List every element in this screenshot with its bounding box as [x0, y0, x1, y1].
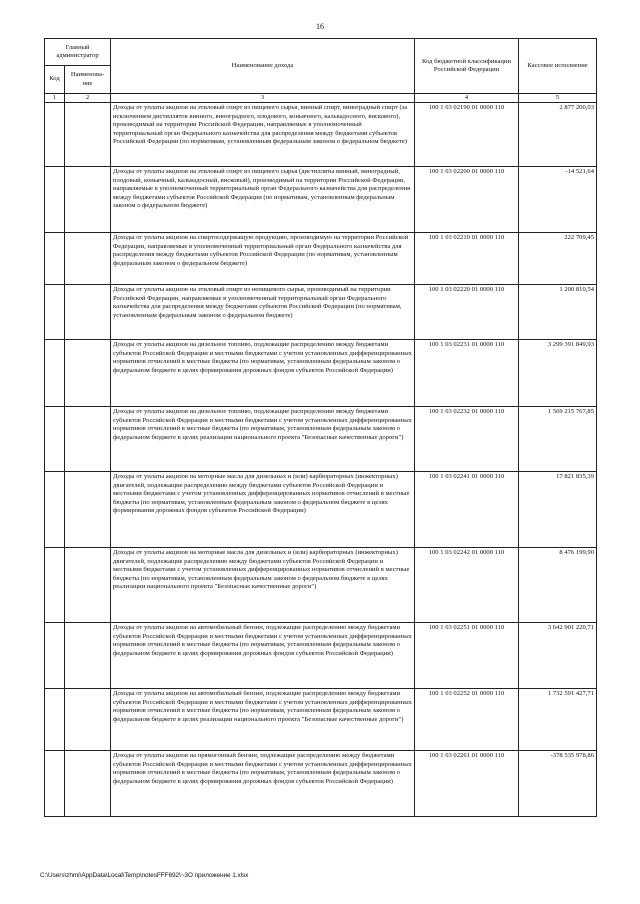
column-number: 4 [415, 94, 519, 103]
table-row [45, 751, 597, 817]
column-number: 5 [519, 94, 597, 103]
budget-code: 100 1 03 02261 01 0000 110 [415, 751, 519, 817]
admin-name-cell [65, 167, 111, 233]
cash-amount: -14 521,64 [519, 167, 597, 233]
budget-code: 100 1 03 02242 01 0000 110 [415, 548, 519, 623]
table-row [45, 623, 597, 689]
cash-amount: 1 200 810,54 [519, 285, 597, 340]
admin-code-cell [45, 233, 65, 285]
admin-name-cell [65, 285, 111, 340]
cash-amount: -378 535 978,86 [519, 751, 597, 817]
header-name: Наименова-ние [65, 66, 111, 94]
budget-code: 100 1 03 02190 01 0000 110 [415, 103, 519, 167]
income-description: Доходы от уплаты акцизов на спиртосодержащую продукцию, производимую на территории Российской Федерации, направляемые в уполномоченный территориальный орган Федерального казначейства для распределения между бюджетами субъектов Российской Федерации (по нормативам, установленным федеральным законом о федеральном бюджете) [111, 233, 415, 285]
budget-code: 100 1 03 02210 01 0000 110 [415, 233, 519, 285]
cash-amount: 3 642 901 220,71 [519, 623, 597, 689]
admin-name-cell [65, 548, 111, 623]
income-description: Доходы от уплаты акцизов на дизельное топливо, подлежащие распределению между бюджетами субъектов Российской Федерации и местными бюджетами с учетом установленных дифференцированных нормативов отчислений в местные бюджеты (по нормативам, установленным федеральным законом о федеральном бюджете в целях реализации национального проекта "Безопасные качественные дороги") [111, 407, 415, 472]
budget-code: 100 1 03 02251 01 0000 110 [415, 623, 519, 689]
admin-name-cell [65, 340, 111, 407]
admin-name-cell [65, 751, 111, 817]
admin-code-cell [45, 285, 65, 340]
admin-name-cell [65, 407, 111, 472]
income-table [44, 38, 597, 817]
table-row [45, 340, 597, 407]
admin-name-cell [65, 472, 111, 548]
admin-code-cell [45, 548, 65, 623]
budget-code: 100 1 03 02232 01 0000 110 [415, 407, 519, 472]
header-cash: Кассовое исполнение [519, 39, 597, 94]
table-row [45, 285, 597, 340]
admin-code-cell [45, 751, 65, 817]
income-description: Доходы от уплаты акцизов на этиловый спирт из непищевого сырья, производимый на территории Российской Федерации, направляемые в уполномоченный территориальный орган Федерального казначейства для распределения между бюджетами субъектов Российской Федерации (по нормативам, установленным федеральным законом о федеральном бюджете) [111, 285, 415, 340]
admin-code-cell [45, 407, 65, 472]
cash-amount: 17 821 835,39 [519, 472, 597, 548]
table-row [45, 167, 597, 233]
budget-code: 100 1 03 02252 01 0000 110 [415, 689, 519, 751]
table-row [45, 472, 597, 548]
income-description: Доходы от уплаты акцизов на моторные масла для дизельных и (или) карбюраторных (инжекторных) двигателей, подлежащие распределению между бюджетами субъектов Российской Федерации и местными бюджетами с учетом установленных дифференцированных нормативов отчислений в местные бюджеты (по нормативам, установленным федеральным законом о федеральном бюджете в целях формирования дорожных фондов субъектов Российской Федерации) [111, 472, 415, 548]
income-description: Доходы от уплаты акцизов на прямогонный бензин, подлежащие распределению между бюджетами субъектов Российской Федерации и местными бюджетами с учетом установленных дифференцированных нормативов отчислений в местные бюджеты (по нормативам, установленным федеральным законом о федеральном бюджете в целях формирования дорожных фондов субъектов Российской Федерации) [111, 751, 415, 817]
cash-amount: 2 877 200,03 [519, 103, 597, 167]
budget-code: 100 1 03 02231 01 0000 110 [415, 340, 519, 407]
admin-code-cell [45, 472, 65, 548]
admin-code-cell [45, 103, 65, 167]
income-description: Доходы от уплаты акцизов на автомобильный бензин, подлежащие распределению между бюджетами субъектов Российской Федерации и местными бюджетами с учетом установленных дифференцированных нормативов отчислений в местные бюджеты (по нормативам, установленным федеральным законом о федеральном бюджете в целях реализации национального проекта "Безопасные качественные дороги") [111, 689, 415, 751]
income-description: Доходы от уплаты акцизов на этиловый спирт из пищевого сырья (дистилляты винный, виноградный, плодовый, коньячный, кальвадосный, висковый), производимый на территории Российской Федерации, направляемые в уполномоченный территориальный орган Федерального казначейства для распределения между бюджетами субъектов Российской Федерации (по нормативам, установленным федеральным законом о федеральном бюджете) [111, 167, 415, 233]
header-income-name: Наименование дохода [111, 39, 415, 94]
table-row [45, 548, 597, 623]
cash-amount: 3 299 391 849,93 [519, 340, 597, 407]
admin-code-cell [45, 167, 65, 233]
income-description: Доходы от уплаты акцизов на автомобильный бензин, подлежащие распределению между бюджетами субъектов Российской Федерации и местными бюджетами с учетом установленных дифференцированных нормативов отчислений в местные бюджеты (по нормативам, установленным федеральным законом о федеральном бюджете в целях формирования дорожных фондов субъектов Российской Федерации) [111, 623, 415, 689]
income-description: Доходы от уплаты акцизов на дизельное топливо, подлежащие распределению между бюджетами субъектов Российской Федерации и местными бюджетами с учетом установленных дифференцированных нормативов отчислений в местные бюджеты (по нормативам, установленным федеральным законом о федеральном бюджете в целях формирования дорожных фондов субъектов Российской Федерации) [111, 340, 415, 407]
column-number: 3 [111, 94, 415, 103]
header-admin-group: Главный администратор [45, 39, 111, 66]
admin-code-cell [45, 623, 65, 689]
column-number: 1 [45, 94, 65, 103]
income-description: Доходы от уплаты акцизов на моторные масла для дизельных и (или) карбюраторных (инжекторных) двигателей, подлежащие распределению между бюджетами субъектов Российской Федерации и местными бюджетами с учетом установленных дифференцированных нормативов отчислений в местные бюджеты (по нормативам, установленным федеральным законом о федеральном бюджете в целях реализации национального проекта "Безопасные качественные дороги") [111, 548, 415, 623]
cash-amount: 1 732 591 427,71 [519, 689, 597, 751]
budget-code: 100 1 03 02241 01 0000 110 [415, 472, 519, 548]
file-path-footer: C:\Users\zhmi\AppData\Local\Temp\notesFFF692\~3O приложение 1.xlsx [40, 872, 249, 879]
admin-code-cell [45, 689, 65, 751]
admin-code-cell [45, 340, 65, 407]
admin-name-cell [65, 689, 111, 751]
budget-code: 100 1 03 02200 01 0000 110 [415, 167, 519, 233]
column-number: 2 [65, 94, 111, 103]
table-row [45, 103, 597, 167]
page-number: 16 [316, 22, 324, 31]
admin-name-cell [65, 103, 111, 167]
budget-code: 100 1 03 02220 01 0000 110 [415, 285, 519, 340]
admin-name-cell [65, 623, 111, 689]
cash-amount: 222 709,45 [519, 233, 597, 285]
admin-name-cell [65, 233, 111, 285]
table-row [45, 689, 597, 751]
cash-amount: 1 569 215 767,85 [519, 407, 597, 472]
header-code: Код [45, 66, 65, 94]
income-description: Доходы от уплаты акцизов на этиловый спирт из пищевого сырья, винный спирт, виноградный спирт (за исключением дистиллятов винного, виноградного, плодового, коньячного, кальвадосного, вискового), производимый на территории Российской Федерации, направляемые в уполномоченный территориальный орган Федерального казначейства для распределения между бюджетами субъектов Российской Федерации (по нормативам, установленным федеральным законом о федеральном бюджете) [111, 103, 415, 167]
table-row [45, 233, 597, 285]
header-budget-code: Код бюджетной классификации Российской Федерации [415, 39, 519, 94]
table-row [45, 407, 597, 472]
cash-amount: 8 476 199,90 [519, 548, 597, 623]
